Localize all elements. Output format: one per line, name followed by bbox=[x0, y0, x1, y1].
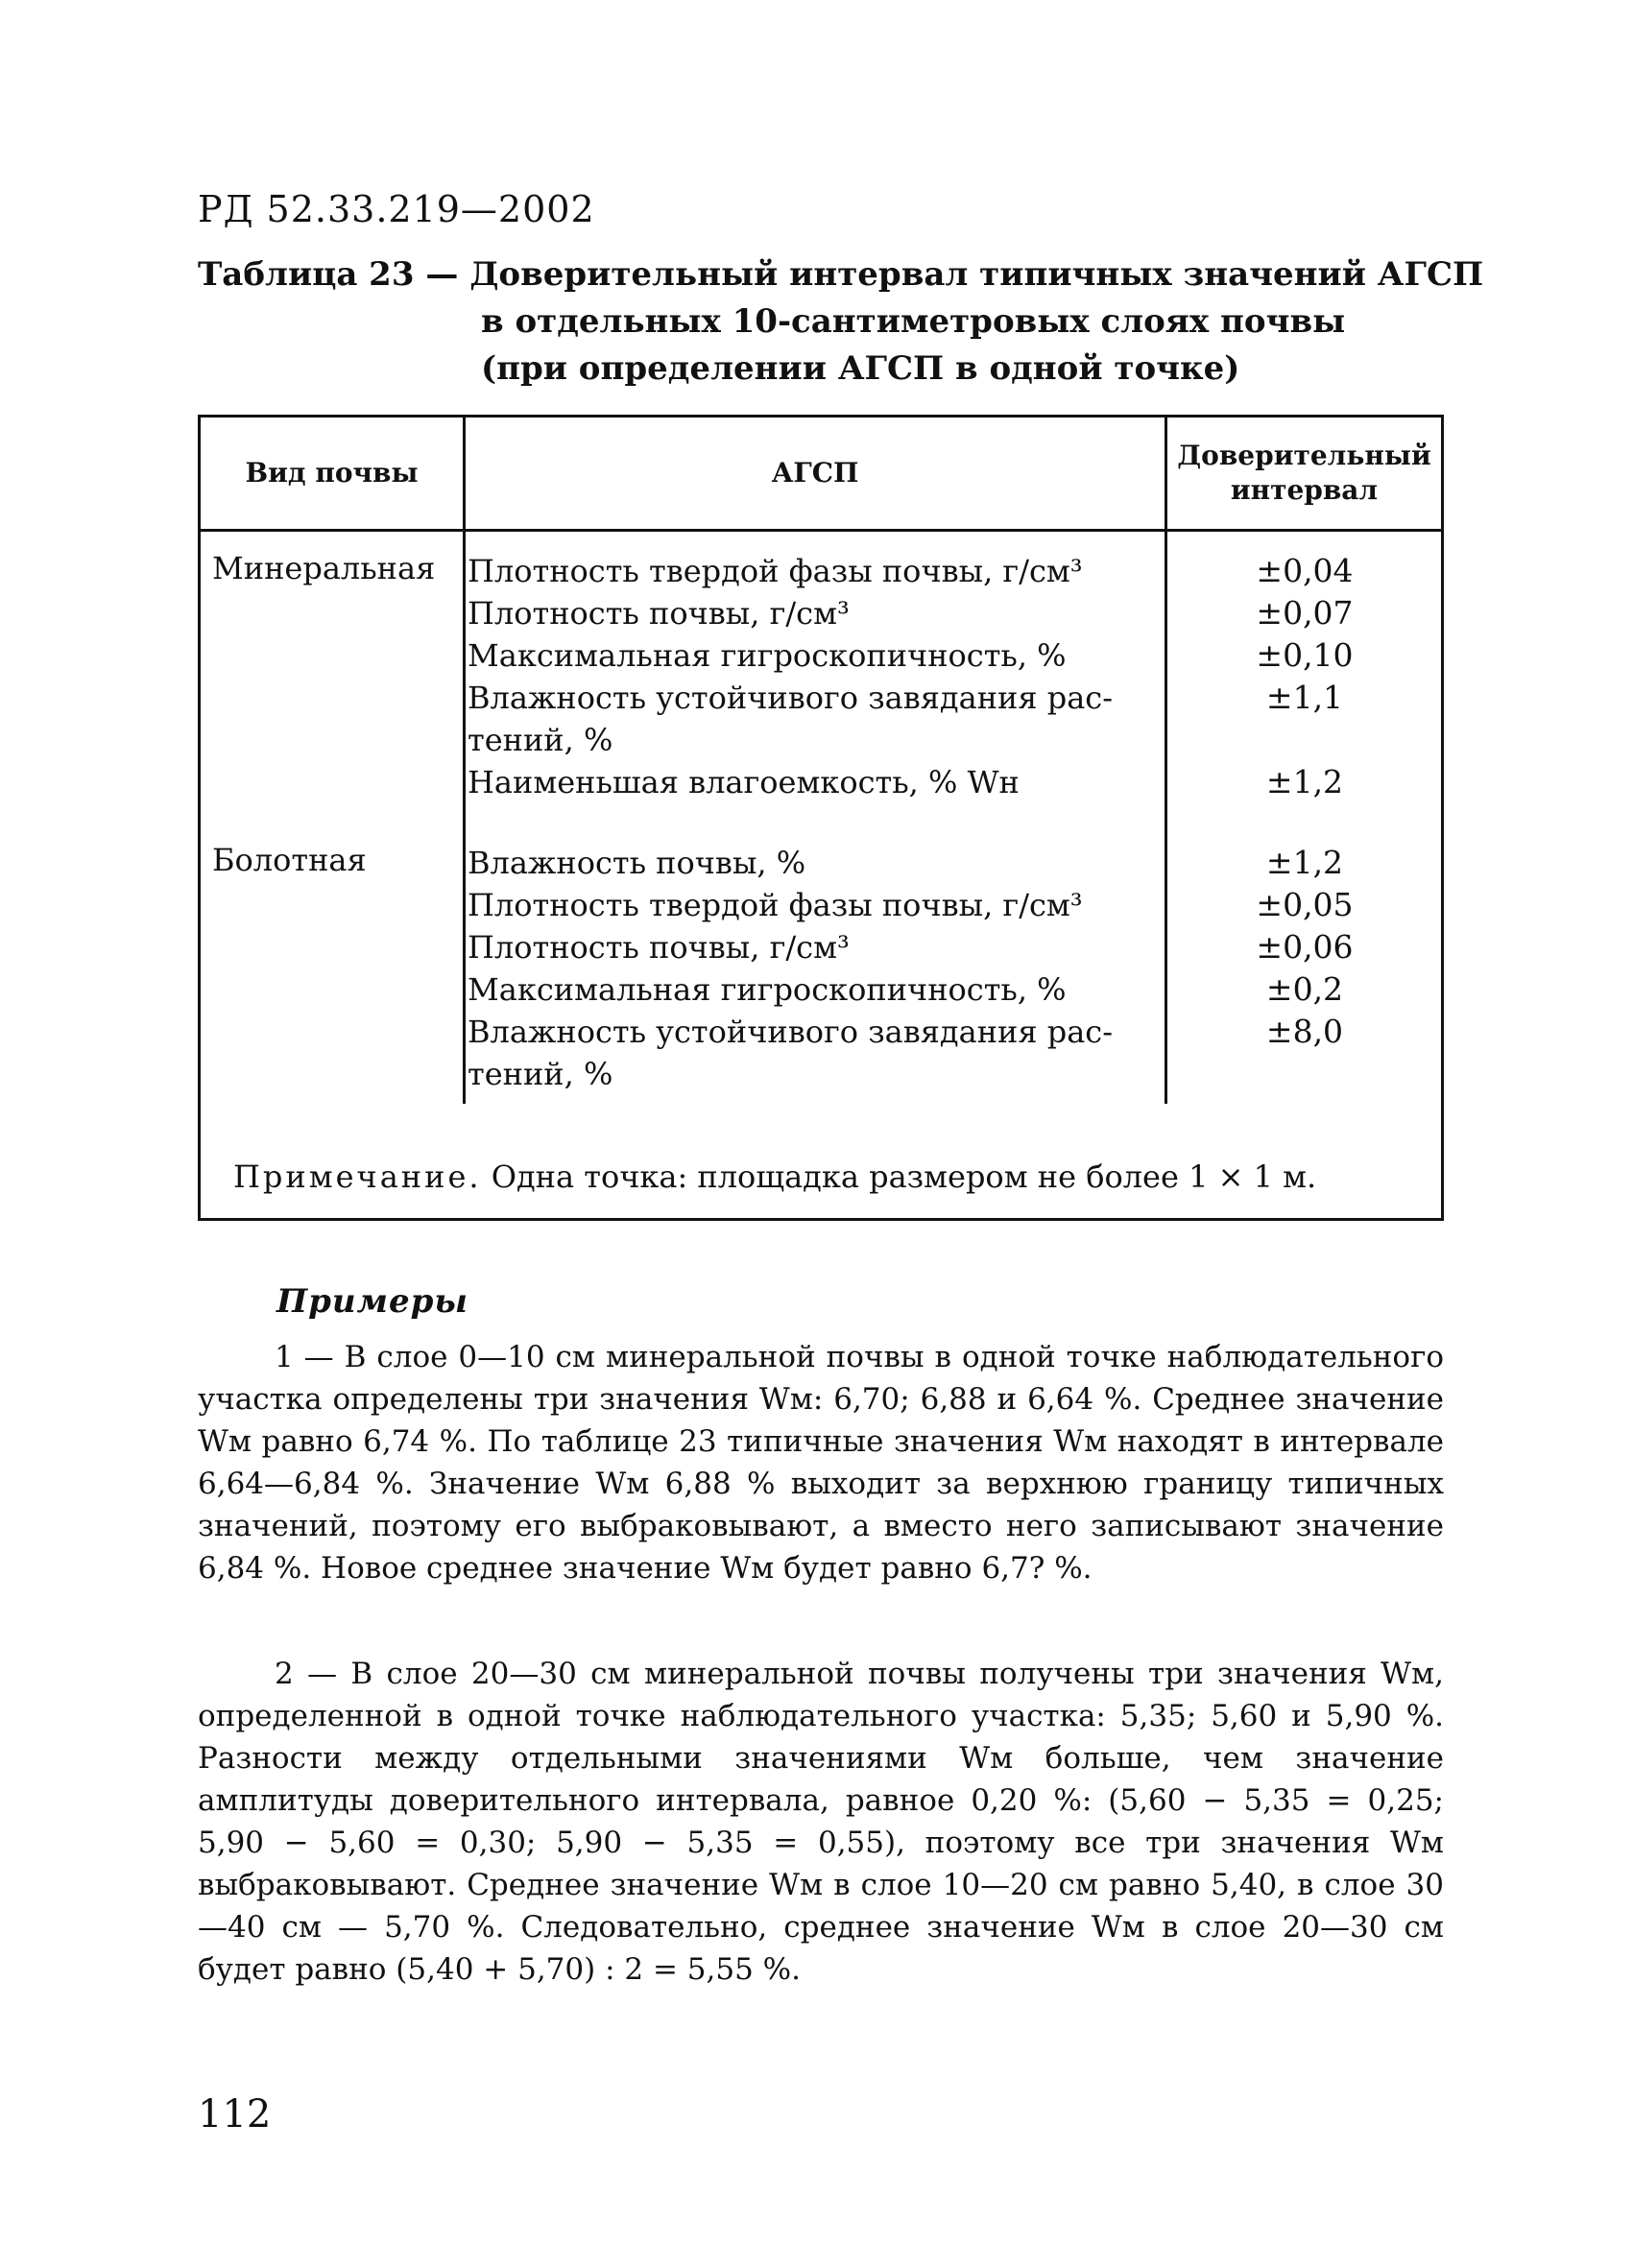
table-cell-value: ±1,2 bbox=[1265, 763, 1344, 800]
table-cell-value: ±0,04 bbox=[1256, 552, 1354, 589]
mineral-values bbox=[1170, 550, 1439, 803]
bog-values bbox=[1170, 842, 1439, 1053]
page-number: 112 bbox=[198, 2092, 272, 2137]
table-cell-value: ±0,06 bbox=[1256, 928, 1354, 966]
caption-line-1: Доверительный интервал типичных значений АГСП bbox=[469, 255, 1484, 294]
table-cell-param: Максимальная гигроскопичность, % bbox=[468, 971, 1067, 1008]
mineral-params bbox=[468, 550, 1168, 803]
table-cell-value: ±0,2 bbox=[1265, 970, 1344, 1008]
table-cell-value: ±0,07 bbox=[1256, 594, 1354, 632]
table-caption bbox=[198, 251, 1483, 393]
table-cell-param: Влажность почвы, % bbox=[468, 845, 806, 881]
header-agsp: АГСП bbox=[771, 457, 859, 489]
table-cell-param: Максимальная гигроскопичность, % bbox=[468, 637, 1067, 674]
table-cell-param: Влажность устойчивого завядания рас-тений, % bbox=[468, 680, 1114, 758]
table-note bbox=[233, 1158, 1316, 1195]
bog-params bbox=[468, 842, 1168, 1095]
soil-kind-mineral: Минеральная bbox=[212, 550, 436, 586]
column-separator bbox=[463, 418, 466, 1104]
table-cell-param: Влажность устойчивого завядания рас-тений, % bbox=[468, 1014, 1114, 1092]
table-cell-param: Плотность твердой фазы почвы, г/см³ bbox=[468, 887, 1083, 923]
example-paragraph-1: 1 — В слое 0—10 см минеральной почвы в одной точке наблюдательного участка определены три значения Wм: 6,70; 6,88 и 6,64 %. Среднее значение Wм равно 6,74 %. По таблице 23 типичные значения Wм находят в интервале 6,64—6,84 %. Значение Wм 6,88 % выходит за верхнюю границу типичных значений, поэтому его выбраковывают, а вместо него записывают значение 6,84 %. Новое среднее значение Wм будет равно 6,7? %. bbox=[198, 1340, 1444, 1586]
table-cell-value: ±8,0 bbox=[1265, 1013, 1344, 1050]
table-header bbox=[201, 418, 1441, 532]
header-soil-type: Вид почвы bbox=[245, 457, 419, 489]
caption-line-2: в отдельных 10-сантиметровых слоях почвы bbox=[481, 302, 1346, 341]
table-cell-param: Плотность твердой фазы почвы, г/см³ bbox=[468, 553, 1083, 589]
document-code: РД 52.33.219—2002 bbox=[198, 188, 595, 230]
data-table bbox=[198, 415, 1444, 1221]
table-cell-value: ±1,1 bbox=[1265, 679, 1344, 716]
row-spacer bbox=[1170, 719, 1439, 761]
caption-line-3: (при определении АГСП в одной точке) bbox=[481, 349, 1240, 388]
table-cell-value: ±1,2 bbox=[1265, 844, 1344, 881]
note-text: Одна точка: площадка размером не более 1 × 1 м. bbox=[481, 1158, 1317, 1195]
caption-prefix: Таблица 23 — bbox=[198, 255, 470, 294]
header-confidence-interval: Доверительный интервал bbox=[1177, 440, 1431, 506]
soil-kind-bog: Болотная bbox=[212, 842, 367, 878]
table-cell-param: Наименьшая влагоемкость, % Wн bbox=[468, 764, 1020, 800]
example-paragraph-2: 2 — В слое 20—30 см минеральной почвы получены три значения Wм, определенной в одной точке наблюдательного участка: 5,35; 5,60 и 5,90 %. Разности между отдельными значениями Wм больше, чем значение амплитуды доверительного интервала, равное 0,20 %: (5,60 − 5,35 = 0,25; 5,90 − 5,60 = 0,30; 5,90 − 5,35 = 0,55), поэтому все три значения Wм выбраковывают. Среднее значение Wм в слое 10—20 см равно 5,40, в слое 30—40 см — 5,70 %. Следовательно, среднее значение Wм в слое 20—30 см будет равно (5,40 + 5,70) : 2 = 5,55 %. bbox=[198, 1657, 1444, 1987]
table-cell-param: Плотность почвы, г/см³ bbox=[468, 929, 850, 966]
examples-heading: Примеры bbox=[276, 1282, 468, 1321]
table-cell-value: ±0,10 bbox=[1256, 636, 1354, 674]
table-cell-value: ±0,05 bbox=[1256, 886, 1354, 923]
note-label: Примечание. bbox=[233, 1158, 482, 1195]
table-cell-param: Плотность почвы, г/см³ bbox=[468, 595, 850, 632]
